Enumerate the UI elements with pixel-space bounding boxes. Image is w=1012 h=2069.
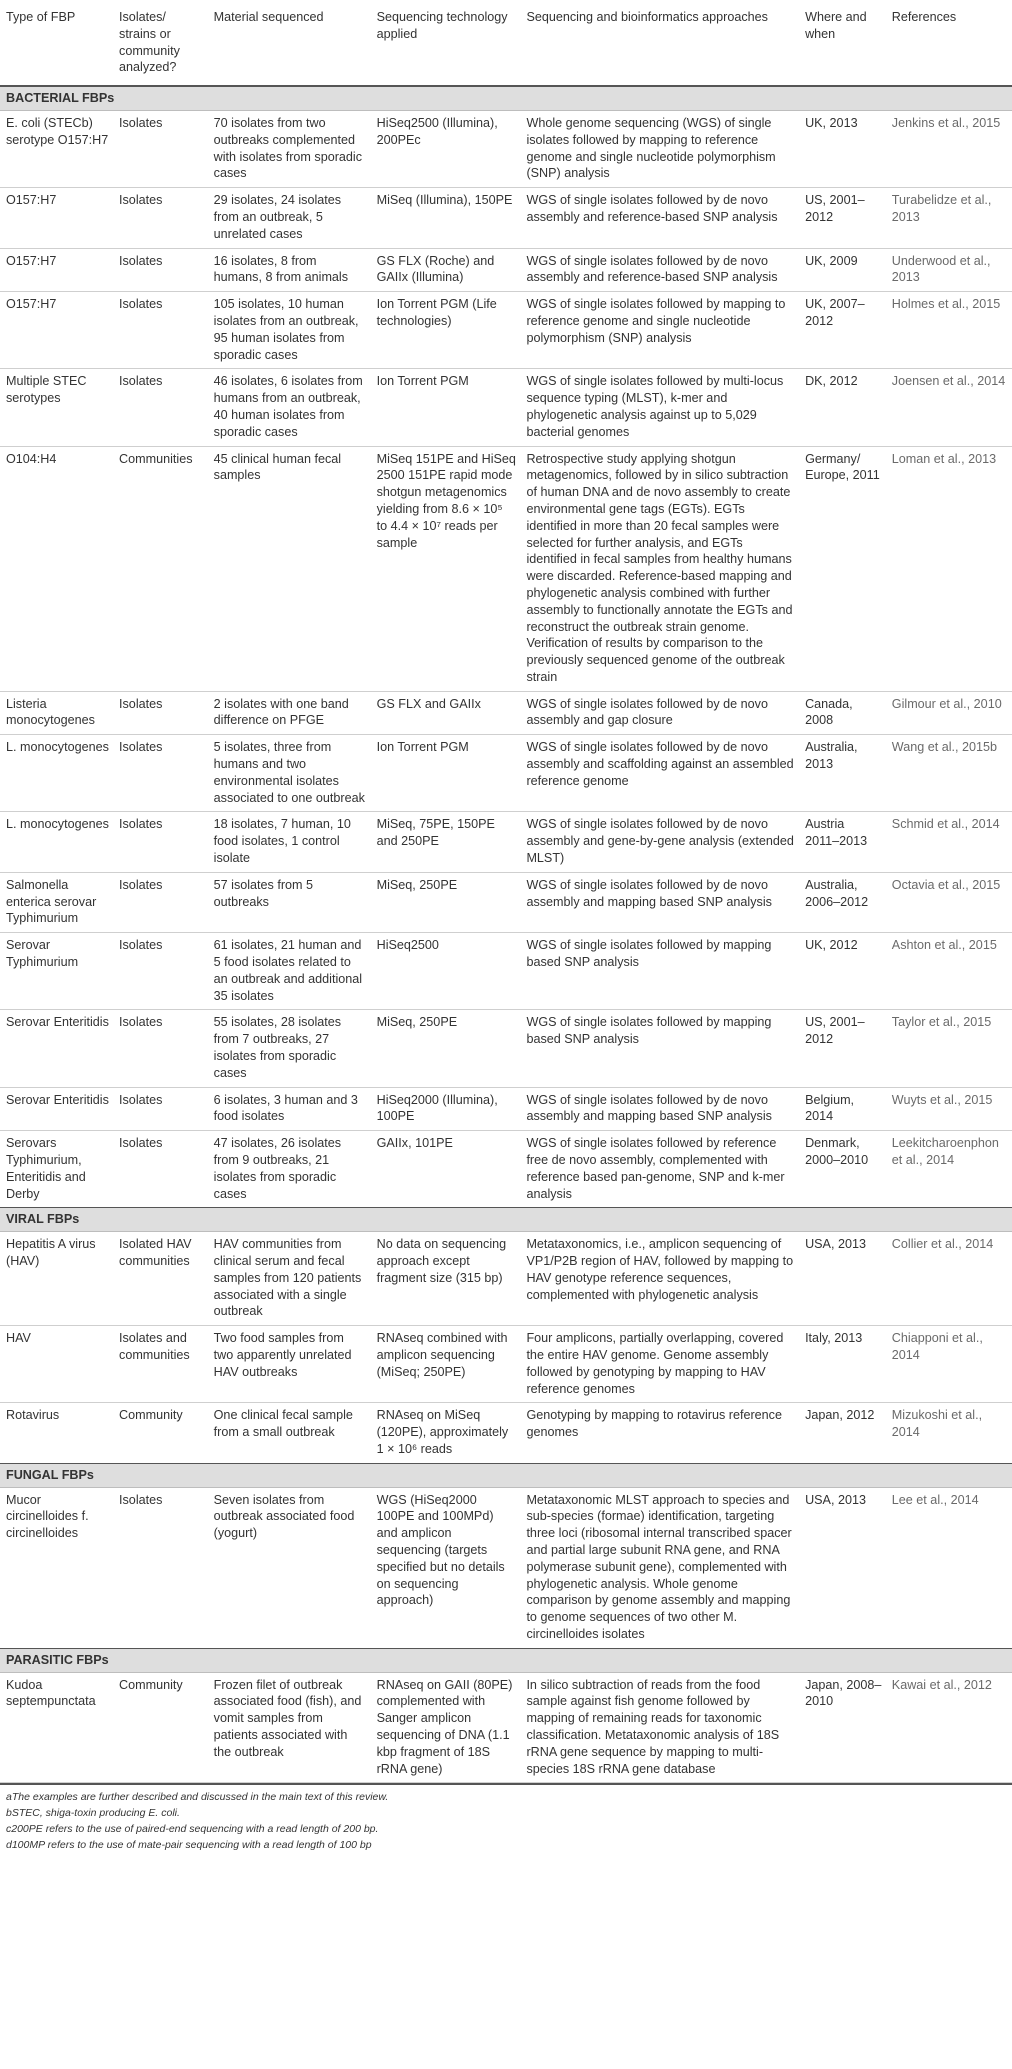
cell-tech: HiSeq2500 (Illumina), 200PEc xyxy=(371,110,521,187)
cell-isolates: Isolates xyxy=(113,933,208,1010)
cell-ref: Holmes et al., 2015 xyxy=(886,292,1012,369)
cell-material: 57 isolates from 5 outbreaks xyxy=(208,872,371,932)
cell-type: Mucor circinelloides f. circinelloides xyxy=(0,1487,113,1648)
cell-ref: Gilmour et al., 2010 xyxy=(886,691,1012,735)
cell-isolates: Isolates xyxy=(113,110,208,187)
section-parasitic: PARASITIC FBPs xyxy=(0,1648,1012,1672)
cell-type: Hepatitis A virus (HAV) xyxy=(0,1232,113,1326)
cell-material: 70 isolates from two outbreaks complemented with isolates from sporadic cases xyxy=(208,110,371,187)
col-where: Where and when xyxy=(799,0,886,86)
cell-approach: Four amplicons, partially overlapping, covered the entire HAV genome. Genome assembly followed by genotyping by mapping to HAV reference genomes xyxy=(520,1326,799,1403)
table-row xyxy=(0,369,1012,446)
cell-where: Australia, 2006–2012 xyxy=(799,872,886,932)
cell-material: 29 isolates, 24 isolates from an outbreak, 5 unrelated cases xyxy=(208,188,371,248)
cell-approach: WGS of single isolates followed by reference free de novo assembly, complemented with reference based pan-genome, SNP and k-mer analysis xyxy=(520,1131,799,1208)
cell-approach: WGS of single isolates followed by de novo assembly and mapping based SNP analysis xyxy=(520,1087,799,1131)
table-row xyxy=(0,1403,1012,1463)
cell-where: Japan, 2008–2010 xyxy=(799,1672,886,1783)
cell-type: O157:H7 xyxy=(0,248,113,292)
table-row xyxy=(0,933,1012,1010)
cell-tech: No data on sequencing approach except fragment size (315 bp) xyxy=(371,1232,521,1326)
cell-material: 46 isolates, 6 isolates from humans from an outbreak, 40 human isolates from sporadic cases xyxy=(208,369,371,446)
cell-ref: Octavia et al., 2015 xyxy=(886,872,1012,932)
cell-isolates: Community xyxy=(113,1672,208,1783)
cell-type: O157:H7 xyxy=(0,188,113,248)
footnote: c200PE refers to the use of paired-end sequencing with a read length of 200 bp. xyxy=(6,1823,379,1836)
cell-type: O157:H7 xyxy=(0,292,113,369)
cell-isolates: Community xyxy=(113,1403,208,1463)
cell-where: DK, 2012 xyxy=(799,369,886,446)
table-row xyxy=(0,1487,1012,1648)
cell-material: One clinical fecal sample from a small outbreak xyxy=(208,1403,371,1463)
table-row xyxy=(0,1131,1012,1208)
cell-material: 5 isolates, three from humans and two environmental isolates associated to one outbreak xyxy=(208,735,371,812)
cell-tech: HiSeq2500 xyxy=(371,933,521,1010)
cell-tech: Ion Torrent PGM xyxy=(371,735,521,812)
cell-where: Belgium, 2014 xyxy=(799,1087,886,1131)
col-isolates: Isolates/ strains or community analyzed? xyxy=(113,0,208,86)
cell-ref: Ashton et al., 2015 xyxy=(886,933,1012,1010)
cell-approach: WGS of single isolates followed by de novo assembly and gene-by-gene analysis (extended MLST) xyxy=(520,812,799,872)
cell-material: Frozen filet of outbreak associated food (fish), and vomit samples from patients associated with the outbreak xyxy=(208,1672,371,1783)
cell-isolates: Isolates xyxy=(113,872,208,932)
cell-type: Kudoa septempunctata xyxy=(0,1672,113,1783)
cell-isolates: Isolates xyxy=(113,691,208,735)
cell-isolates: Communities xyxy=(113,446,208,691)
section-viral: VIRAL FBPs xyxy=(0,1208,1012,1232)
cell-material: HAV communities from clinical serum and fecal samples from 120 patients associated with a single outbreak xyxy=(208,1232,371,1326)
cell-where: Canada, 2008 xyxy=(799,691,886,735)
cell-tech: RNAseq on GAII (80PE) complemented with Sanger amplicon sequencing of DNA (1.1 kbp fragment of 18S rRNA gene) xyxy=(371,1672,521,1783)
cell-isolates: Isolates xyxy=(113,248,208,292)
table-row xyxy=(0,1672,1012,1783)
cell-isolates: Isolates xyxy=(113,735,208,812)
footnote: bSTEC, shiga-toxin producing E. coli. xyxy=(6,1807,180,1820)
cell-where: UK, 2009 xyxy=(799,248,886,292)
cell-tech: RNAseq combined with amplicon sequencing (MiSeq; 250PE) xyxy=(371,1326,521,1403)
cell-isolates: Isolates xyxy=(113,812,208,872)
cell-where: Denmark, 2000–2010 xyxy=(799,1131,886,1208)
cell-type: Listeria monocytogenes xyxy=(0,691,113,735)
cell-tech: MiSeq, 75PE, 150PE and 250PE xyxy=(371,812,521,872)
cell-material: 6 isolates, 3 human and 3 food isolates xyxy=(208,1087,371,1131)
cell-material: 16 isolates, 8 from humans, 8 from animals xyxy=(208,248,371,292)
cell-where: US, 2001–2012 xyxy=(799,188,886,248)
cell-ref: Taylor et al., 2015 xyxy=(886,1010,1012,1087)
cell-where: USA, 2013 xyxy=(799,1232,886,1326)
table-row xyxy=(0,110,1012,187)
cell-ref: Collier et al., 2014 xyxy=(886,1232,1012,1326)
table-row xyxy=(0,1232,1012,1326)
cell-ref: Schmid et al., 2014 xyxy=(886,812,1012,872)
table-row xyxy=(0,1087,1012,1131)
table-row xyxy=(0,248,1012,292)
cell-tech: MiSeq (Illumina), 150PE xyxy=(371,188,521,248)
cell-where: UK, 2007–2012 xyxy=(799,292,886,369)
cell-type: Multiple STEC serotypes xyxy=(0,369,113,446)
col-material: Material sequenced xyxy=(208,0,371,86)
cell-approach: WGS of single isolates followed by mapping to reference genome and single nucleotide polymorphism (SNP) analysis xyxy=(520,292,799,369)
cell-material: 18 isolates, 7 human, 10 food isolates, 1 control isolate xyxy=(208,812,371,872)
cell-material: 47 isolates, 26 isolates from 9 outbreaks, 21 isolates from sporadic cases xyxy=(208,1131,371,1208)
cell-approach: In silico subtraction of reads from the food sample against fish genome followed by mapping of remaining reads for taxonomic classification. Metataxonomic analysis of 18S rRNA gene sequence by mapping to multi-species 18S rRNA gene database xyxy=(520,1672,799,1783)
cell-ref: Underwood et al., 2013 xyxy=(886,248,1012,292)
cell-isolates: Isolates xyxy=(113,369,208,446)
col-type: Type of FBP xyxy=(0,0,113,86)
table-row xyxy=(0,872,1012,932)
cell-approach: WGS of single isolates followed by multi-locus sequence typing (MLST), k-mer and phylogenetic analysis against up to 5,029 bacterial genomes xyxy=(520,369,799,446)
cell-type: Serovar Enteritidis xyxy=(0,1087,113,1131)
cell-tech: MiSeq, 250PE xyxy=(371,1010,521,1087)
cell-type: L. monocytogenes xyxy=(0,812,113,872)
cell-tech: WGS (HiSeq2000 100PE and 100MPd) and amplicon sequencing (targets specified but no details on sequencing approach) xyxy=(371,1487,521,1648)
section-bacterial: BACTERIAL FBPs xyxy=(0,86,1012,110)
table-row xyxy=(0,1326,1012,1403)
cell-where: Austria 2011–2013 xyxy=(799,812,886,872)
cell-isolates: Isolates and communities xyxy=(113,1326,208,1403)
cell-isolates: Isolates xyxy=(113,1487,208,1648)
cell-ref: Turabelidze et al., 2013 xyxy=(886,188,1012,248)
cell-type: Serovars Typhimurium, Enteritidis and Derby xyxy=(0,1131,113,1208)
cell-where: UK, 2013 xyxy=(799,110,886,187)
cell-isolates: Isolates xyxy=(113,1131,208,1208)
cell-where: UK, 2012 xyxy=(799,933,886,1010)
cell-type: L. monocytogenes xyxy=(0,735,113,812)
cell-isolates: Isolates xyxy=(113,1087,208,1131)
cell-where: Germany/ Europe, 2011 xyxy=(799,446,886,691)
cell-type: Serovar Enteritidis xyxy=(0,1010,113,1087)
table-row xyxy=(0,188,1012,248)
col-refs: References xyxy=(886,0,1012,86)
cell-ref: Chiapponi et al., 2014 xyxy=(886,1326,1012,1403)
cell-tech: RNAseq on MiSeq (120PE), approximately 1 × 10⁶ reads xyxy=(371,1403,521,1463)
cell-ref: Jenkins et al., 2015 xyxy=(886,110,1012,187)
cell-approach: WGS of single isolates followed by de novo assembly and reference-based SNP analysis xyxy=(520,248,799,292)
cell-type: Salmonella enterica serovar Typhimurium xyxy=(0,872,113,932)
cell-where: Australia, 2013 xyxy=(799,735,886,812)
cell-tech: Ion Torrent PGM xyxy=(371,369,521,446)
cell-tech: GS FLX and GAIIx xyxy=(371,691,521,735)
cell-type: HAV xyxy=(0,1326,113,1403)
cell-where: Japan, 2012 xyxy=(799,1403,886,1463)
cell-approach: Retrospective study applying shotgun metagenomics, followed by in silico subtraction of human DNA and de novo assembly to create environmental gene tags (EGTs). EGTs identified in more than 20 fecal samples were selected for further analysis, and EGTs identified in fecal samples from healthy humans were discarded. Reference-based mapping and phylogenetic analysis combined with further assembly to functionally annotate the EGTs and reconstruct the outbreak strain genome. Verification of results by comparison to the previously sequenced genome of the outbreak strain xyxy=(520,446,799,691)
table-row xyxy=(0,292,1012,369)
table-row xyxy=(0,735,1012,812)
cell-material: 2 isolates with one band difference on PFGE xyxy=(208,691,371,735)
footnote: d100MP refers to the use of mate-pair sequencing with a read length of 100 bp xyxy=(6,1839,372,1852)
cell-where: USA, 2013 xyxy=(799,1487,886,1648)
cell-material: Two food samples from two apparently unrelated HAV outbreaks xyxy=(208,1326,371,1403)
cell-material: Seven isolates from outbreak associated food (yogurt) xyxy=(208,1487,371,1648)
cell-ref: Loman et al., 2013 xyxy=(886,446,1012,691)
cell-approach: Whole genome sequencing (WGS) of single isolates followed by mapping to reference genome and single nucleotide polymorphism (SNP) analysis xyxy=(520,110,799,187)
cell-ref: Lee et al., 2014 xyxy=(886,1487,1012,1648)
table-footnotes xyxy=(0,1783,1012,1857)
cell-approach: WGS of single isolates followed by mapping based SNP analysis xyxy=(520,1010,799,1087)
cell-approach: WGS of single isolates followed by de novo assembly and gap closure xyxy=(520,691,799,735)
cell-isolates: Isolates xyxy=(113,188,208,248)
cell-approach: Metataxonomic MLST approach to species and sub-species (formae) identification, targeting three loci (ribosomal internal transcribed spacer and partial large subunit RNA gene, and RNA polymerase subunit gene), complemented with phylogenetic analysis. Whole genome comparison by genome assembly and mapping to genome sequences of two other M. circinelloides isolates xyxy=(520,1487,799,1648)
table-row xyxy=(0,812,1012,872)
header-row xyxy=(0,0,1012,86)
cell-approach: Metataxonomics, i.e., amplicon sequencing of VP1/P2B region of HAV, followed by mapping to HAV genotype reference sequences, complemented with phylogenetic analysis xyxy=(520,1232,799,1326)
cell-isolates: Isolates xyxy=(113,1010,208,1087)
cell-material: 45 clinical human fecal samples xyxy=(208,446,371,691)
col-approach: Sequencing and bioinformatics approaches xyxy=(520,0,799,86)
cell-type: Rotavirus xyxy=(0,1403,113,1463)
cell-where: Italy, 2013 xyxy=(799,1326,886,1403)
cell-tech: HiSeq2000 (Illumina), 100PE xyxy=(371,1087,521,1131)
table-row xyxy=(0,446,1012,691)
footnote: aThe examples are further described and discussed in the main text of this review. xyxy=(6,1791,389,1804)
cell-tech: GAIIx, 101PE xyxy=(371,1131,521,1208)
table-row xyxy=(0,1010,1012,1087)
cell-material: 55 isolates, 28 isolates from 7 outbreaks, 27 isolates from sporadic cases xyxy=(208,1010,371,1087)
col-tech: Sequencing technology applied xyxy=(371,0,521,86)
cell-approach: WGS of single isolates followed by de novo assembly and scaffolding against an assembled reference genome xyxy=(520,735,799,812)
cell-where: US, 2001–2012 xyxy=(799,1010,886,1087)
cell-approach: Genotyping by mapping to rotavirus reference genomes xyxy=(520,1403,799,1463)
section-fungal: FUNGAL FBPs xyxy=(0,1463,1012,1487)
cell-tech: MiSeq, 250PE xyxy=(371,872,521,932)
cell-isolates: Isolated HAV communities xyxy=(113,1232,208,1326)
cell-ref: Kawai et al., 2012 xyxy=(886,1672,1012,1783)
cell-material: 61 isolates, 21 human and 5 food isolates related to an outbreak and additional 35 isolates xyxy=(208,933,371,1010)
cell-ref: Joensen et al., 2014 xyxy=(886,369,1012,446)
cell-type: O104:H4 xyxy=(0,446,113,691)
cell-ref: Wuyts et al., 2015 xyxy=(886,1087,1012,1131)
cell-ref: Wang et al., 2015b xyxy=(886,735,1012,812)
table-row xyxy=(0,691,1012,735)
cell-material: 105 isolates, 10 human isolates from an outbreak, 95 human isolates from sporadic cases xyxy=(208,292,371,369)
cell-approach: WGS of single isolates followed by mapping based SNP analysis xyxy=(520,933,799,1010)
cell-isolates: Isolates xyxy=(113,292,208,369)
cell-ref: Leekitcharoenphon et al., 2014 xyxy=(886,1131,1012,1208)
cell-approach: WGS of single isolates followed by de novo assembly and reference-based SNP analysis xyxy=(520,188,799,248)
cell-tech: GS FLX (Roche) and GAIIx (Illumina) xyxy=(371,248,521,292)
cell-tech: MiSeq 151PE and HiSeq 2500 151PE rapid mode shotgun metagenomics yielding from 8.6 × 10⁵ to 4.4 × 10⁷ reads per sample xyxy=(371,446,521,691)
cell-approach: WGS of single isolates followed by de novo assembly and mapping based SNP analysis xyxy=(520,872,799,932)
cell-tech: Ion Torrent PGM (Life technologies) xyxy=(371,292,521,369)
cell-type: E. coli (STECb) serotype O157:H7 xyxy=(0,110,113,187)
cell-type: Serovar Typhimurium xyxy=(0,933,113,1010)
cell-ref: Mizukoshi et al., 2014 xyxy=(886,1403,1012,1463)
